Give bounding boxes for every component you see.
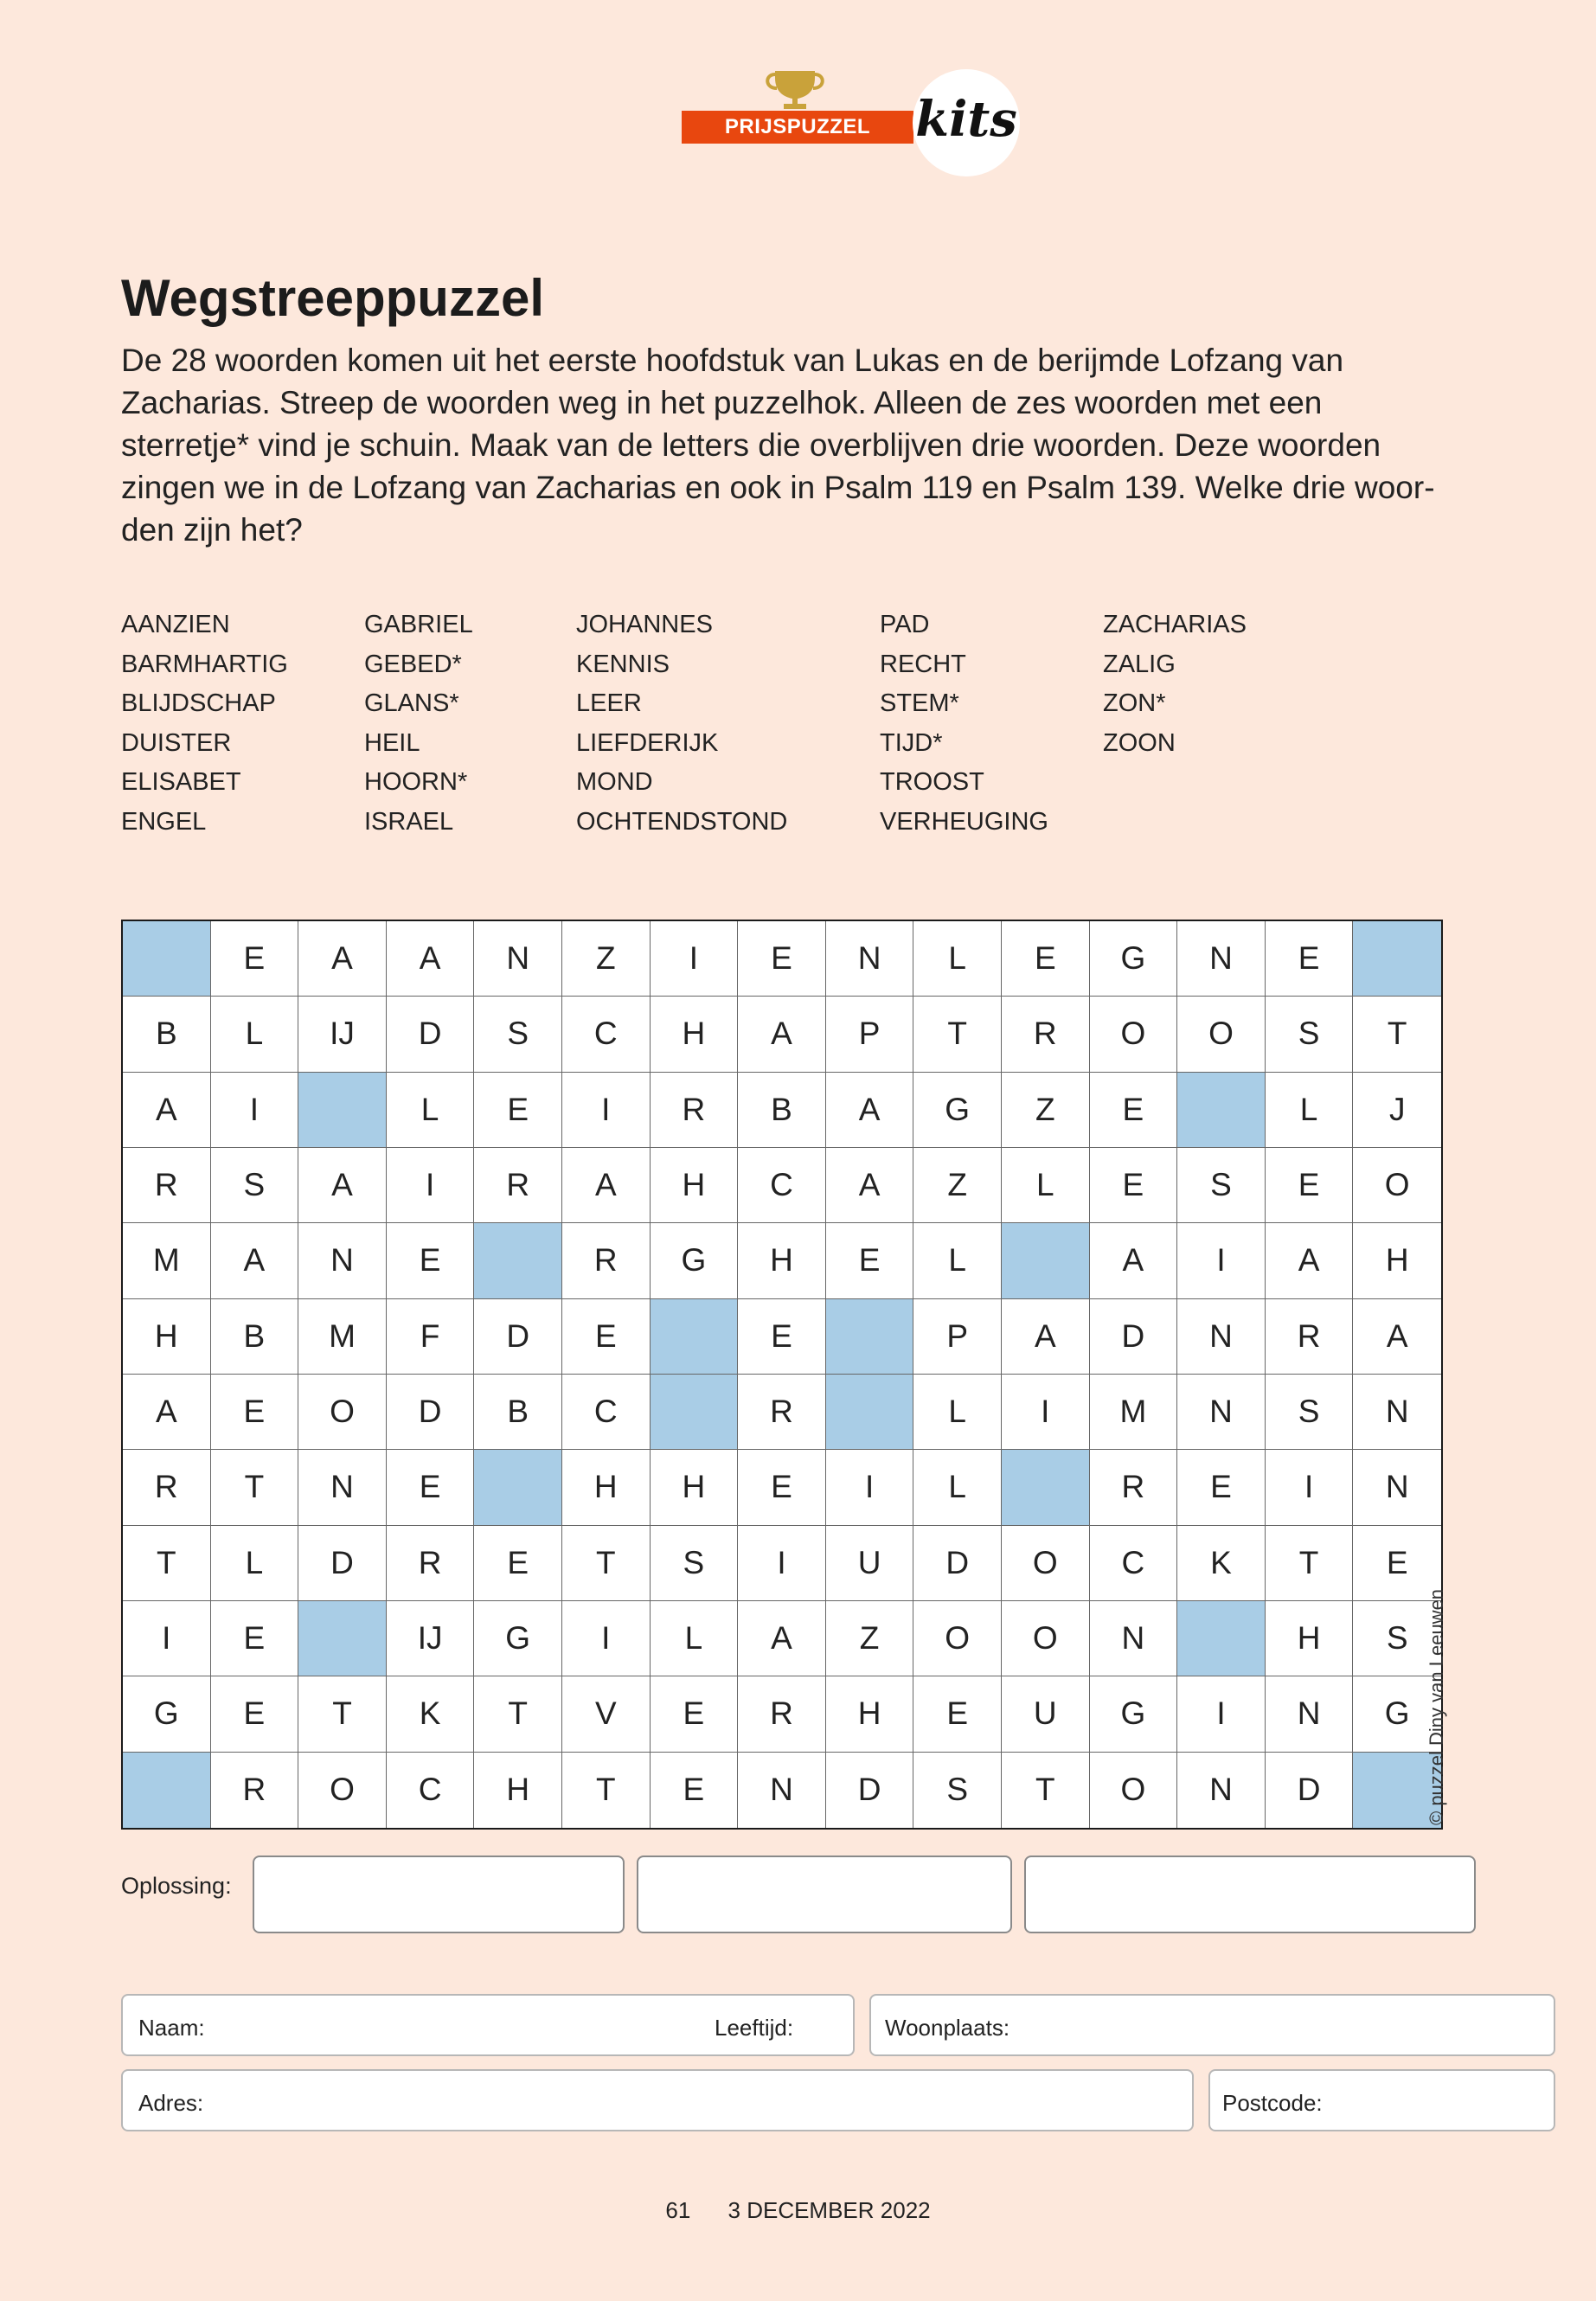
woonplaats-field[interactable] [869,1994,1555,2056]
shaded-cell[interactable] [651,1375,739,1450]
grid-cell[interactable]: I [211,1073,299,1148]
grid-cell[interactable]: L [913,1223,1002,1298]
grid-cell[interactable]: C [1090,1526,1178,1601]
word-item: LEER [576,689,642,717]
grid-cell[interactable]: H [1353,1223,1441,1298]
grid-cell[interactable]: E [387,1223,475,1298]
grid-cell[interactable]: C [387,1753,475,1828]
grid-cell[interactable]: E [651,1753,739,1828]
grid-cell[interactable]: E [738,1299,826,1375]
grid-cell[interactable]: H [123,1299,211,1375]
grid-cell[interactable]: D [826,1753,914,1828]
shaded-cell[interactable] [826,1375,914,1450]
postcode-field[interactable] [1208,2069,1555,2131]
solution-box-2[interactable] [637,1856,1012,1933]
grid-cell[interactable]: I [1266,1450,1354,1525]
grid-cell[interactable]: A [826,1073,914,1148]
solution-box-3[interactable] [1024,1856,1476,1933]
naam-label: Naam: [138,2015,205,2041]
word-column-3 [576,606,787,842]
grid-cell[interactable]: A [387,921,475,997]
grid-cell[interactable]: P [913,1299,1002,1375]
grid-cell[interactable]: I [562,1073,651,1148]
grid-cell[interactable]: B [738,1073,826,1148]
word-item: ENGEL [121,807,207,836]
grid-cell[interactable]: T [1266,1526,1354,1601]
grid-cell[interactable]: R [123,1148,211,1223]
grid-cell[interactable]: A [1002,1299,1090,1375]
grid-cell[interactable]: S [474,997,562,1072]
grid-cell[interactable]: S [1266,997,1354,1072]
intro-line: zingen we in de Lofzang van Zacharias en ook in Psalm 119 en Psalm 139. Welke drie woor- [121,470,1435,505]
word-column-2 [364,606,473,842]
grid-cell[interactable]: Z [826,1601,914,1676]
grid-cell[interactable]: R [738,1375,826,1450]
word-item: BLIJDSCHAP [121,689,276,717]
grid-cell[interactable]: B [474,1375,562,1450]
adres-label: Adres: [138,2090,204,2116]
grid-cell[interactable]: P [826,997,914,1072]
word-item: LIEFDERIJK [576,728,719,757]
grid-cell[interactable]: E [826,1223,914,1298]
grid-cell[interactable]: N [298,1223,387,1298]
word-item: ISRAEL [364,807,454,836]
shaded-cell[interactable] [298,1601,387,1676]
grid-cell[interactable]: A [562,1148,651,1223]
word-item: JOHANNES [576,611,713,638]
grid-cell[interactable]: D [1090,1299,1178,1375]
grid-cell[interactable]: N [1353,1450,1441,1525]
grid-cell[interactable]: E [474,1073,562,1148]
grid-cell[interactable]: D [913,1526,1002,1601]
grid-cell[interactable]: E [387,1450,475,1525]
grid-cell[interactable]: V [562,1676,651,1752]
intro-line: De 28 woorden komen uit het eerste hoofdstuk van Lukas en de berijmde Lofzang van [121,343,1344,378]
grid-cell[interactable]: E [913,1676,1002,1752]
grid-cell[interactable]: O [1090,1753,1178,1828]
grid-cell[interactable]: I [1002,1375,1090,1450]
word-item: ZALIG [1103,650,1176,678]
grid-cell[interactable]: R [1090,1450,1178,1525]
grid-cell[interactable]: R [387,1526,475,1601]
word-item: TROOST [880,768,984,796]
word-column-5 [1103,606,1247,763]
grid-cell[interactable]: T [123,1526,211,1601]
grid-cell[interactable]: H [474,1753,562,1828]
word-item: STEM* [880,689,959,717]
grid-cell[interactable]: L [387,1073,475,1148]
grid-cell[interactable]: T [298,1676,387,1752]
grid-cell[interactable]: A [211,1223,299,1298]
grid-cell[interactable]: A [298,1148,387,1223]
grid-cell[interactable]: C [738,1148,826,1223]
grid-cell[interactable]: C [562,1375,651,1450]
grid-cell[interactable]: A [738,1601,826,1676]
grid-cell[interactable]: A [1266,1223,1354,1298]
grid-cell[interactable]: E [738,1450,826,1525]
grid-cell[interactable]: B [211,1299,299,1375]
grid-cell[interactable]: D [298,1526,387,1601]
word-item: GEBED* [364,650,462,678]
grid-cell[interactable]: A [123,1375,211,1450]
issue-date: 3 DECEMBER 2022 [727,2197,931,2223]
word-item: ELISABET [121,768,241,796]
grid-cell[interactable]: L [913,921,1002,997]
shaded-cell[interactable] [651,1299,739,1375]
grid-cell[interactable]: A [298,921,387,997]
grid-cell[interactable]: E [211,1601,299,1676]
grid-cell[interactable]: H [1266,1601,1354,1676]
word-item: PAD [880,611,930,638]
grid-cell[interactable]: Z [1002,1073,1090,1148]
grid-cell[interactable]: E [1090,1073,1178,1148]
shaded-cell[interactable] [1177,1601,1266,1676]
grid-cell[interactable]: D [474,1299,562,1375]
grid-cell[interactable]: R [562,1223,651,1298]
grid-cell[interactable]: G [123,1676,211,1752]
grid-cell[interactable]: H [651,1148,739,1223]
grid-cell[interactable]: B [123,997,211,1072]
grid-cell[interactable]: U [826,1526,914,1601]
grid-cell[interactable]: R [474,1148,562,1223]
grid-cell[interactable]: O [298,1753,387,1828]
shaded-cell[interactable] [1177,1073,1266,1148]
leeftijd-label: Leeftijd: [715,2015,794,2041]
grid-cell[interactable]: E [738,921,826,997]
grid-cell[interactable]: H [651,1450,739,1525]
adres-field[interactable] [121,2069,1194,2131]
grid-cell[interactable]: E [1353,1526,1441,1601]
grid-cell[interactable]: M [123,1223,211,1298]
grid-cell[interactable]: C [562,997,651,1072]
grid-cell[interactable]: L [913,1375,1002,1450]
grid-cell[interactable]: D [387,997,475,1072]
grid-cell[interactable]: L [211,1526,299,1601]
grid-cell[interactable]: A [1353,1299,1441,1375]
word-item: AANZIEN [121,611,230,638]
grid-cell[interactable]: O [1090,997,1178,1072]
word-item: MOND [576,768,653,796]
grid-cell[interactable]: N [826,921,914,997]
grid-cell[interactable]: I [651,921,739,997]
grid-cell[interactable]: L [211,997,299,1072]
grid-cell[interactable]: I [123,1601,211,1676]
grid-cell[interactable]: G [1090,1676,1178,1752]
grid-cell[interactable]: H [651,997,739,1072]
grid-cell[interactable]: R [1266,1299,1354,1375]
puzzle-grid [121,920,1443,1830]
grid-cell[interactable]: K [1177,1526,1266,1601]
grid-cell[interactable]: L [913,1450,1002,1525]
grid-cell[interactable]: I [1177,1676,1266,1752]
grid-cell[interactable]: S [1177,1148,1266,1223]
grid-cell[interactable]: T [211,1450,299,1525]
grid-cell[interactable]: IJ [387,1601,475,1676]
word-item: BARMHARTIG [121,650,288,678]
grid-cell[interactable]: G [651,1223,739,1298]
grid-cell[interactable]: R [1002,997,1090,1072]
woonplaats-label: Woonplaats: [885,2015,1010,2041]
puzzle-credit: © puzzel Diny van Leeuwen [1426,1588,1447,1825]
word-item: ZOON [1103,728,1176,757]
word-item: TIJD* [880,728,943,757]
grid-cell[interactable]: E [474,1526,562,1601]
grid-cell[interactable]: N [738,1753,826,1828]
grid-cell[interactable]: IJ [298,997,387,1072]
shaded-cell[interactable] [123,921,211,997]
grid-cell[interactable]: S [1353,1601,1441,1676]
grid-cell[interactable]: D [387,1375,475,1450]
grid-cell[interactable]: M [298,1299,387,1375]
shaded-cell[interactable] [298,1073,387,1148]
grid-cell[interactable]: N [1177,1375,1266,1450]
grid-cell[interactable]: G [1353,1676,1441,1752]
grid-cell[interactable]: E [211,1375,299,1450]
shaded-cell[interactable] [474,1223,562,1298]
grid-cell[interactable]: N [1177,1299,1266,1375]
grid-cell[interactable]: L [651,1601,739,1676]
grid-cell[interactable]: E [562,1299,651,1375]
grid-cell[interactable]: M [1090,1375,1178,1450]
grid-cell[interactable]: N [1266,1676,1354,1752]
grid-cell[interactable]: T [913,997,1002,1072]
word-item: RECHT [880,650,966,678]
word-item: VERHEUGING [880,807,1048,836]
grid-cell[interactable]: S [913,1753,1002,1828]
grid-cell[interactable]: Z [913,1148,1002,1223]
grid-cell[interactable]: R [123,1450,211,1525]
grid-cell[interactable]: A [738,997,826,1072]
grid-cell[interactable]: E [651,1676,739,1752]
grid-cell[interactable]: H [826,1676,914,1752]
shaded-cell[interactable] [474,1450,562,1525]
word-item: HEIL [364,728,420,757]
grid-cell[interactable]: I [562,1601,651,1676]
grid-cell[interactable]: J [1353,1073,1441,1148]
grid-cell[interactable]: I [387,1148,475,1223]
word-column-4 [880,606,1048,842]
postcode-label: Postcode: [1222,2090,1323,2116]
grid-cell[interactable]: O [1002,1526,1090,1601]
grid-cell[interactable]: T [474,1676,562,1752]
kits-logo: kits [915,91,1017,148]
shaded-cell[interactable] [123,1753,211,1828]
word-item: ZON* [1103,689,1166,717]
page-number: 61 [665,2197,691,2223]
grid-cell[interactable]: O [298,1375,387,1450]
grid-cell[interactable]: T [562,1753,651,1828]
word-item: KENNIS [576,650,670,678]
grid-cell[interactable]: L [1002,1148,1090,1223]
grid-cell[interactable]: A [123,1073,211,1148]
grid-cell[interactable]: N [1177,1753,1266,1828]
grid-cell[interactable]: E [1090,1148,1178,1223]
grid-cell[interactable]: S [211,1148,299,1223]
shaded-cell[interactable] [826,1299,914,1375]
grid-cell[interactable]: A [1090,1223,1178,1298]
grid-cell[interactable]: R [211,1753,299,1828]
grid-cell[interactable]: D [1266,1753,1354,1828]
grid-cell[interactable]: E [211,1676,299,1752]
page-footer [0,2197,1596,2224]
word-column-1 [121,606,288,842]
grid-cell[interactable]: T [1002,1753,1090,1828]
page-title: Wegstreeppuzzel [121,269,544,327]
solution-box-1[interactable] [253,1856,625,1933]
grid-cell[interactable]: I [826,1450,914,1525]
grid-cell[interactable]: H [738,1223,826,1298]
grid-cell[interactable]: T [1353,997,1441,1072]
word-item: ZACHARIAS [1103,611,1247,638]
grid-cell[interactable]: H [562,1450,651,1525]
grid-cell[interactable]: K [387,1676,475,1752]
grid-cell[interactable]: G [913,1073,1002,1148]
grid-cell[interactable]: F [387,1299,475,1375]
grid-cell[interactable]: N [474,921,562,997]
naam-field[interactable] [121,1994,855,2056]
shaded-cell[interactable] [1002,1223,1090,1298]
prijspuzzel-badge: PRIJSPUZZEL [682,111,913,144]
grid-cell[interactable]: I [738,1526,826,1601]
grid-cell[interactable]: G [474,1601,562,1676]
shaded-cell[interactable] [1002,1450,1090,1525]
grid-cell[interactable]: E [1266,1148,1354,1223]
word-item: GABRIEL [364,611,473,638]
grid-cell[interactable]: U [1002,1676,1090,1752]
grid-cell[interactable]: I [1177,1223,1266,1298]
word-item: HOORN* [364,768,468,796]
grid-cell[interactable]: A [826,1148,914,1223]
word-item: DUISTER [121,728,232,757]
grid-cell[interactable]: G [1090,921,1178,997]
trophy-icon [763,69,827,112]
grid-cell[interactable]: S [1266,1375,1354,1450]
grid-cell[interactable]: E [1177,1450,1266,1525]
grid-cell[interactable]: T [562,1526,651,1601]
grid-cell[interactable]: R [738,1676,826,1752]
grid-cell[interactable]: O [1177,997,1266,1072]
intro-line: sterretje* vind je schuin. Maak van de letters die overblijven drie woorden. Deze woorden [121,427,1381,463]
grid-cell[interactable]: R [651,1073,739,1148]
grid-cell[interactable]: N [1090,1601,1178,1676]
grid-cell[interactable]: E [211,921,299,997]
word-item: GLANS* [364,689,459,717]
word-item: OCHTENDSTOND [576,807,788,836]
grid-cell[interactable]: E [1002,921,1090,997]
intro-text [121,339,1488,551]
intro-line: den zijn het? [121,512,303,548]
grid-cell[interactable]: Z [562,921,651,997]
grid-cell[interactable]: O [1353,1148,1441,1223]
shaded-cell[interactable] [1353,921,1441,997]
grid-cell[interactable]: N [1353,1375,1441,1450]
grid-cell[interactable]: N [298,1450,387,1525]
solution-label: Oplossing: [121,1873,232,1899]
grid-cell[interactable]: E [1266,921,1354,997]
grid-cell[interactable]: S [651,1526,739,1601]
grid-cell[interactable]: L [1266,1073,1354,1148]
intro-line: Zacharias. Streep de woorden weg in het puzzelhok. Alleen de zes woorden met een [121,385,1323,420]
grid-cell[interactable]: O [913,1601,1002,1676]
grid-cell[interactable]: O [1002,1601,1090,1676]
grid-cell[interactable]: N [1177,921,1266,997]
